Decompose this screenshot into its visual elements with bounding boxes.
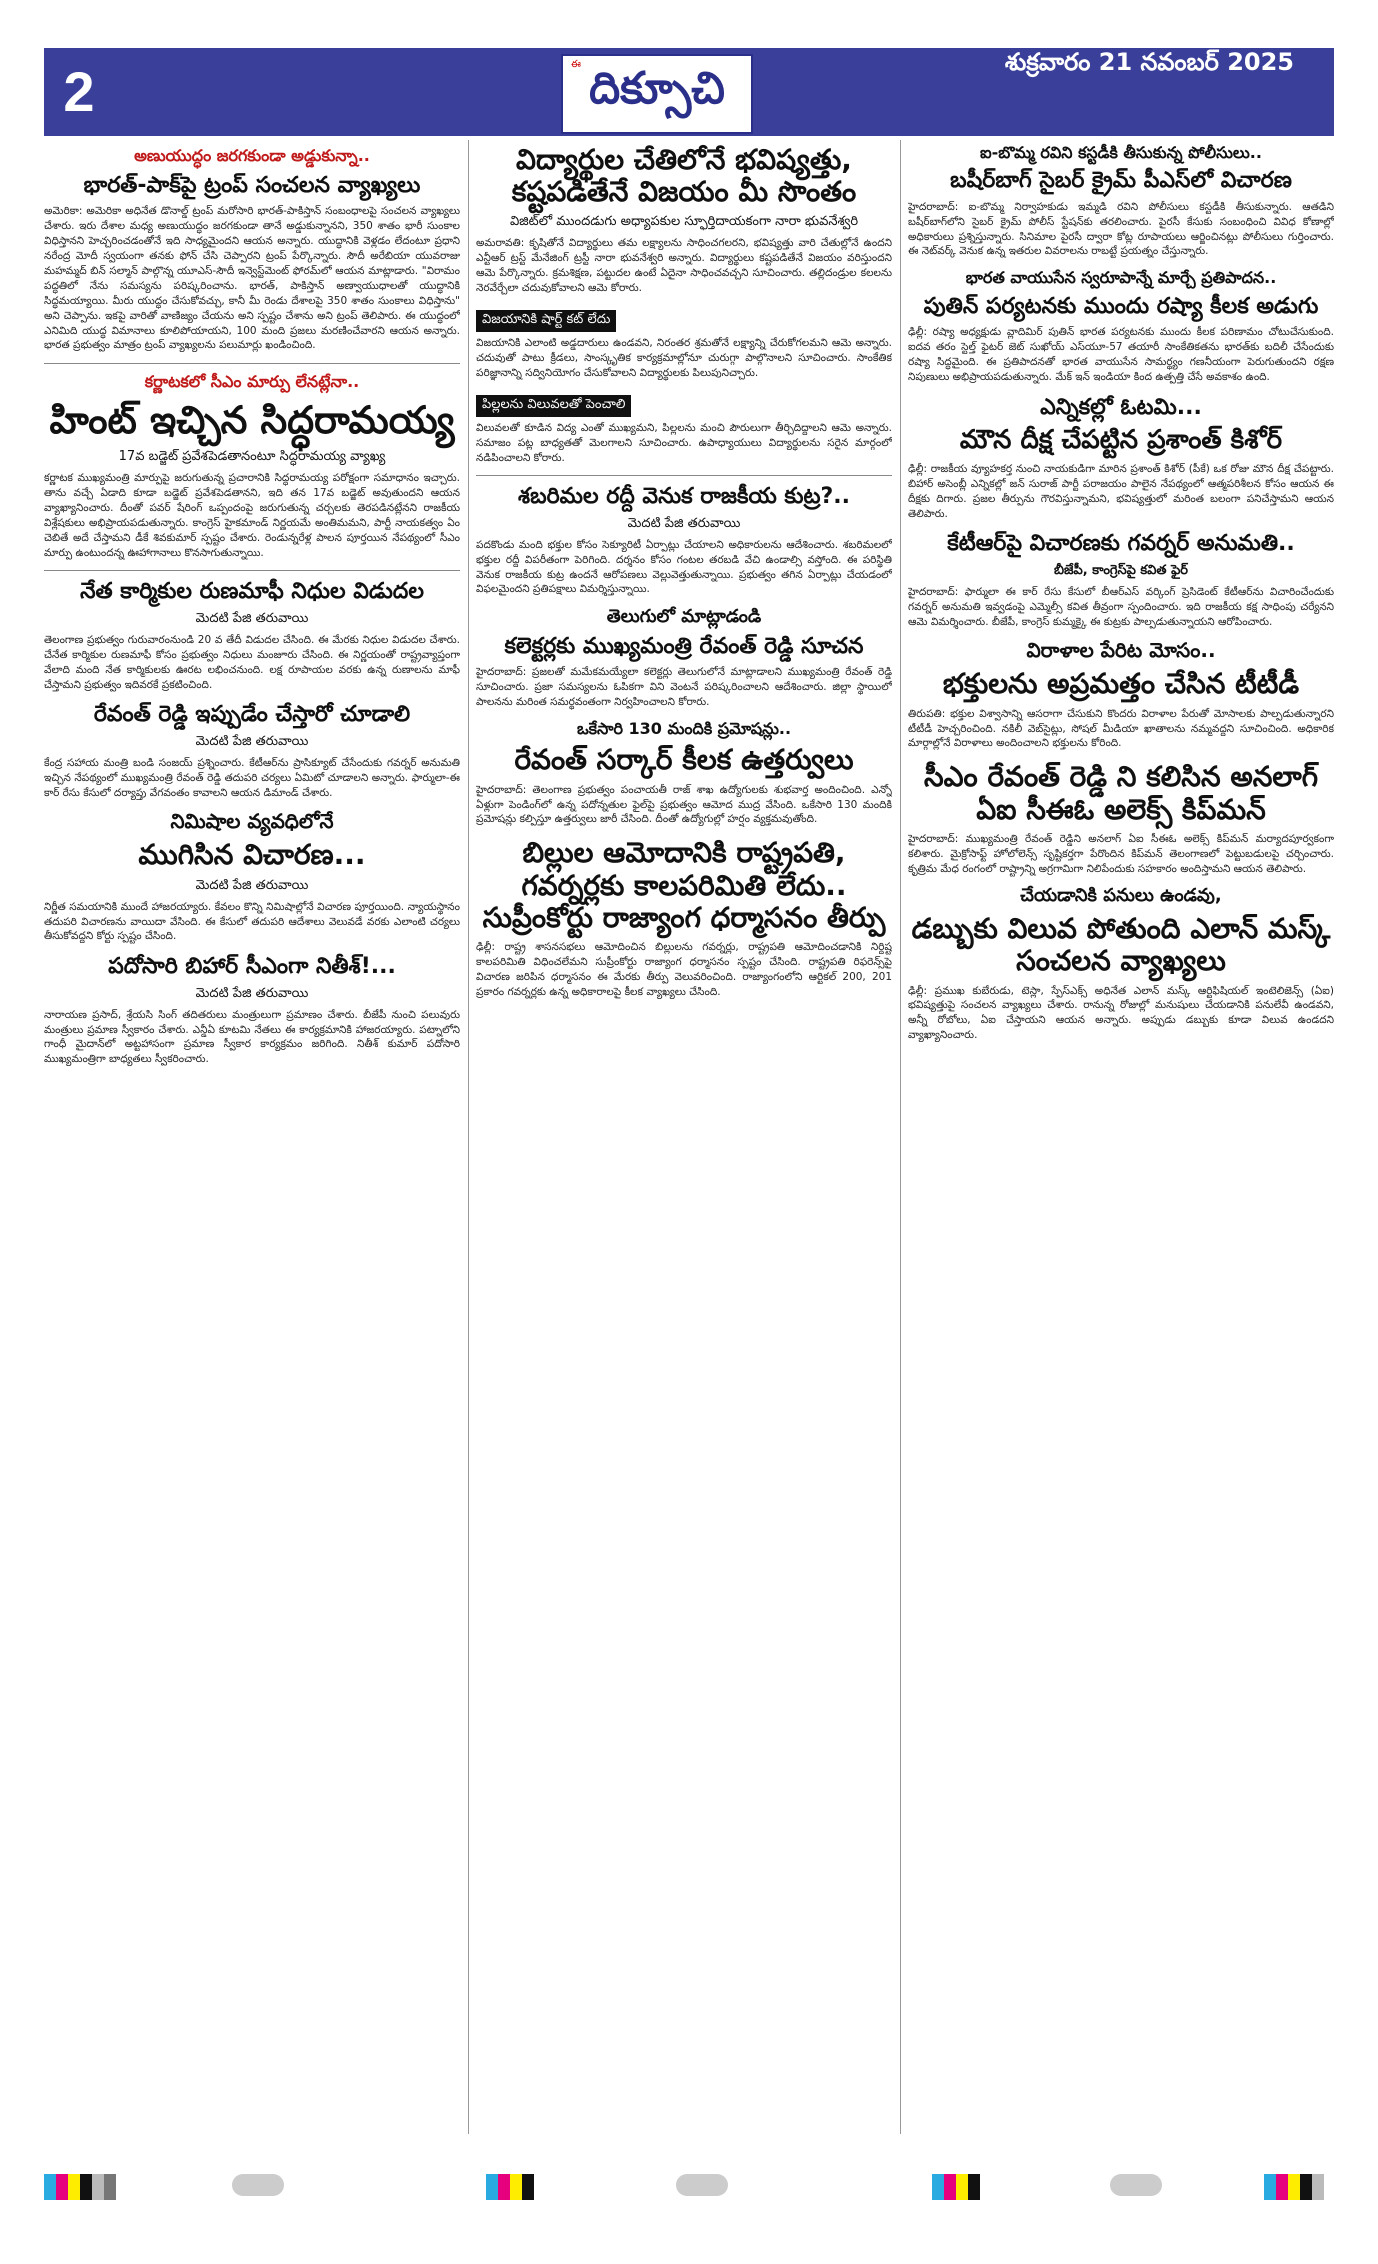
article-byline: మెదటి పేజి తరువాయి xyxy=(195,610,309,626)
article-headline: శబరిమల రద్దీ వెనుక రాజకీయ కుట్ర?.. xyxy=(518,484,850,510)
registration-mark xyxy=(232,2174,284,2196)
article-body: పదకొండు మంది భక్తుల కోసం సెక్యూరిటీ ఏర్పాట్లు చేయాలని అధికారులను ఆదేశించారు. శబరిమలలో భక్తుల రద్దీ విపరీతంగా పెరిగింది. దర్శనం కోసం గంటల తరబడి వేచి ఉండాల్సి వస్తోంది. ఈ పరిస్థితి వెనుక రాజకీయ కుట్ర ఉందనే ఆరోపణలు వెల్లువెత్తుతున్నాయి. ప్రభుత్వం తగిన ఏర్పాట్లు చేయడంలో విఫలమైందని ప్రతిపక్షాలు విమర్శిస్తున్నాయి. xyxy=(476,538,892,596)
article-kicker: చేయడానికి పనులు ఉండవు, xyxy=(1020,885,1222,907)
logo-text: దిక్సూచి xyxy=(589,63,725,114)
article-revanth xyxy=(44,702,460,800)
divider xyxy=(476,475,892,476)
article-byline: మెదటి పేజి తరువాయి xyxy=(195,985,309,1001)
article-headline: పదోసారి బిహార్ సీఎంగా నితీశ్!... xyxy=(108,954,396,980)
article-byline: మెదటి పేజి తరువాయి xyxy=(195,877,309,893)
print-marks xyxy=(0,2134,1378,2264)
article-collectors xyxy=(476,607,892,710)
divider xyxy=(44,570,460,571)
article-weavers xyxy=(44,579,460,692)
column-divider xyxy=(468,140,469,2134)
column-middle xyxy=(476,140,892,2134)
article-body: ఢిల్లీ: రాష్ట్ర శాసనసభలు ఆమోదించిన బిల్లులను గవర్నర్లు, రాష్ట్రపతి ఆమోదించడానికి నిర్దిష్ట కాలపరిమితి విధించలేమని సుప్రీంకోర్టు రాజ్యాంగ ధర్మాసనం స్పష్టం చేసింది. రాష్ట్రపతి రిఫరెన్స్‌పై విచారణ జరిపిన ధర్మాసనం ఈ మేరకు తీర్పు వెలువరించింది. రాజ్యాంగంలోని ఆర్టికల్ 200, 201 ప్రకారం గవర్నర్లకు ఉన్న అధికారాలపై కీలక వ్యాఖ్యలు చేసింది. xyxy=(476,940,892,998)
article-body: తెలంగాణ ప్రభుత్వం గురువారంనుండి 20 వ తేదీ విడుదల చేసింది. ఈ మేరకు నిధుల విడుదల చేశారు. చేనేత కార్మికుల రుణమాఫీ కోసం ప్రభుత్వం నిధులు మంజూరు చేసింది. ఈ నిర్ణయంతో రాష్ట్రవ్యాప్తంగా వేలాది మంది నేత కార్మికులకు ఊరట లభించనుంది. లక్ష రూపాయల వరకు ఉన్న రుణాలను మాఫీ చేస్తామని ప్రభుత్వం ఇదివరకే ప్రకటించింది. xyxy=(44,633,460,691)
article-body: హైదరాబాద్: ఫార్ములా ఈ కార్ రేసు కేసులో బీఆర్ఎస్ వర్కింగ్ ప్రెసిడెంట్ కేటీఆర్‌ను విచారించేందుకు గవర్నర్ అనుమతి ఇవ్వడంపై ఎమ్మెల్సీ కవిత తీవ్రంగా స్పందించారు. ఇది రాజకీయ కక్ష సాధింపు చర్యేనని ఆమె విమర్శించారు. బీజేపీ, కాంగ్రెస్ కుమ్మక్కై ఈ కుట్రకు పాల్పడుతున్నాయని ఆరోపించారు. xyxy=(908,585,1334,628)
article-headline: డబ్బుకు విలువ పోతుంది ఎలాన్ మస్క్ సంచలన వ్యాఖ్యలు xyxy=(911,912,1331,978)
color-bar xyxy=(932,2174,980,2200)
article-supreme-court xyxy=(476,837,892,999)
column-divider xyxy=(900,140,901,2134)
article-kicker: భారత వాయుసేన స్వరూపాన్నే మార్చే ప్రతిపాదన.. xyxy=(965,268,1277,288)
article-headline: హింట్ ఇచ్చిన సిద్ధరామయ్య xyxy=(49,398,455,443)
article-headline: రేవంత్ సర్కార్ కీలక ఉత్తర్వులు xyxy=(514,743,854,777)
article-trump xyxy=(44,146,460,353)
article-body: ఢిల్లీ: రష్యా అధ్యక్షుడు వ్లాదిమిర్ పుతిన్ భారత పర్యటనకు ముందు కీలక పరిణామం చోటుచేసుకుంది. ఐదవ తరం స్టెల్త్ ఫైటర్ జెట్ సుఖోయ్ ఎస్‌యూ-57 తయారీ సాంకేతికతను భారత్‌కు బదిలీ చేసేందుకు రష్యా సిద్ధమైంది. ఈ ప్రతిపాదనతో భారత వాయుసేన సామర్థ్యం గణనీయంగా పెరుగుతుందని రక్షణ నిపుణులు అభిప్రాయపడుతున్నారు. మేక్ ఇన్ ఇండియా కింద ఉత్పత్తి చేసే అవకాశం ఉంది. xyxy=(908,326,1334,383)
column-right xyxy=(908,140,1334,2134)
article-body: ఢిల్లీ: ప్రముఖ కుబేరుడు, టెస్లా, స్పేస్ఎక్స్ అధినేత ఎలాన్ మస్క్ ఆర్టిఫిషియల్ ఇంటెలిజెన్స్ (ఏఐ) భవిష్యత్తుపై సంచలన వ్యాఖ్యలు చేశారు. రానున్న రోజుల్లో మనుషులు చేయడానికి పనులేవీ ఉండవని, అన్నీ రోబోలు, ఏఐ చేస్తాయని ఆయన అన్నారు. అప్పుడు డబ్బుకు కూడా విలువ ఉండదని వ్యాఖ్యానించారు. xyxy=(908,984,1334,1042)
color-bar xyxy=(1264,2174,1324,2200)
article-headline: బిల్లుల ఆమోదానికి రాష్ట్రపతి, గవర్నర్లకు కాలపరిమితి లేదు.. సుప్రీంకోర్టు రాజ్యాంగ ధర్మాసనం తీర్పు xyxy=(482,836,886,934)
article-subhead: విజిట్‌లో ముందడుగు అధ్యాపకుల స్ఫూర్తిదాయకంగా నారా భువనేశ్వరి xyxy=(509,214,859,230)
masthead xyxy=(44,48,1334,136)
registration-mark xyxy=(676,2174,728,2196)
page-number: 2 xyxy=(63,60,95,123)
article-sabarimala xyxy=(476,484,892,597)
article-body: అమెరికా: అమెరికా అధినేత డొనాల్డ్ ట్రంప్ మరోసారి భారత్-పాకిస్తాన్ సంబంధాలపై సంచలన వ్యాఖ్యలు చేశారు. ఇరు దేశాల మధ్య అణుయుద్ధం జరగకుండా తానే అడ్డుకున్నానని, 350 శాతం భారీ సుంకాల విధిస్తానని హెచ్చరించడంతోనే ఇది సాధ్యమైందని ఆయన అన్నారు. యుద్ధానికి వెళ్లడం లేదంటూ ప్రధాని నరేంద్ర మోదీ స్వయంగా తనకు ఫోన్ చేసి చెప్పారని ట్రంప్ పేర్కొన్నారు. సౌదీ అరేబియా యువరాజు మహమ్మద్ బిన్ సల్మాన్ పాల్గొన్న యూఎస్-సౌదీ ఇన్వెస్ట్‌మెంట్ ఫోరమ్‌లో ఆయన మాట్లాడారు. "విరామం పద్ధతిలో నేను సమస్యను పరిష్కరించాను. భారత్, పాకిస్తాన్ అణ్వాయుధాలతో యుద్ధానికి సిద్ధమయ్యాయి. మీరు యుద్ధం చేసుకోవచ్చు, కానీ మీ రెండు దేశాలపై 350 శాతం సుంకాలు విధిస్తాను" అని చెప్పాను. ఇకపై వారితో వాణిజ్యం చేయను అని స్పష్టం చేశాను అని ట్రంప్ తెలిపారు. ఈ యుద్ధంలో ఎనిమిది యుద్ధ విమానాలు కూలిపోయాయని, 100 మంది ప్రజలు మరణించేవారని ఆయన అన్నారు. భారత ప్రభుత్వం మాత్రం ట్రంప్ వ్యాఖ్యలను పలుమార్లు ఖండించింది. xyxy=(44,205,460,352)
article-subhead: 17వ బడ్జెట్ ప్రవేశపెడతానంటూ సిద్ధరామయ్య వ్యాఖ్య xyxy=(118,449,386,465)
article-headline: ముగిసిన విచారణ... xyxy=(138,838,366,872)
article-hearing xyxy=(44,810,460,944)
article-promotions xyxy=(476,720,892,827)
article-headline: రేవంత్ రెడ్డి ఇప్పుడేం చేస్తారో చూడాలి xyxy=(93,702,411,728)
article-body: విజయానికి ఎలాంటి అడ్డదారులు ఉండవని, నిరంతర శ్రమతోనే లక్ష్యాన్ని చేరుకోగలమని ఆమె అన్నారు. చదువుతో పాటు క్రీడలు, సాంస్కృతిక కార్యక్రమాల్లోనూ చురుగ్గా పాల్గొనాలని సూచించారు. సాంకేతిక పరిజ్ఞానాన్ని సద్వినియోగం చేసుకోవాలని విద్యార్థులకు పిలుపునిచ్చారు. xyxy=(476,337,892,379)
article-kicker: అణుయుద్ధం జరగకుండా అడ్డుకున్నా.. xyxy=(134,146,370,165)
column-left xyxy=(44,140,460,2134)
article-body: హైదరాబాద్: ప్రజలతో మమేకమయ్యేలా కలెక్టర్లు తెలుగులోనే మాట్లాడాలని ముఖ్యమంత్రి రేవంత్ రెడ్డి సూచించారు. ప్రజా సమస్యలను ఓపికగా విని వెంటనే పరిష్కరించాలని ఆదేశించారు. జిల్లా స్థాయిలో పాలనను మరింత సమర్థవంతంగా నిర్వహించాలని కోరారు. xyxy=(476,666,892,709)
article-kipman xyxy=(908,761,1334,876)
article-kicker: తెలుగులో మాట్లాడండి xyxy=(606,606,762,628)
article-kicker: ఐ-బొమ్మ రవిని కస్టడీకి తీసుకున్న పోలీసులు.. xyxy=(980,143,1262,162)
article-ibomma xyxy=(908,144,1334,259)
article-musk xyxy=(908,886,1334,1043)
article-byline: మెదటి పేజి తరువాయి xyxy=(195,733,309,749)
article-body: హైదరాబాద్: ముఖ్యమంత్రి రేవంత్ రెడ్డిని అనలాగ్ ఏఐ సీఈఓ అలెక్స్ కిప్‌మన్ మర్యాదపూర్వకంగా కలిశారు. మైక్రోసాఫ్ట్ హోలోలెన్స్ సృష్టికర్తగా పేరొందిన కిప్‌మన్ తెలంగాణలో పెట్టుబడులపై చర్చించారు. కృత్రిమ మేధ రంగంలో రాష్ట్రాన్ని అగ్రగామిగా నిలిపేందుకు సహకారం అందిస్తామని ఆయన తెలిపారు. xyxy=(908,832,1334,875)
article-ttd xyxy=(908,639,1334,751)
article-headline: పుతిన్ పర్యటనకు ముందు రష్యా కీలక అడుగు xyxy=(923,293,1319,319)
article-headline: సీఎం రేవంత్ రెడ్డి ని కలిసిన అనలాగ్ ఏఐ సీఈఓ అలెక్స్ కిప్‌మన్ xyxy=(923,760,1319,826)
section-subhead: విజయానికి షార్ట్ కట్ లేదు xyxy=(476,310,616,332)
article-body: విలువలతో కూడిన విద్య ఎంతో ముఖ్యమని, పిల్లలను మంచి పౌరులుగా తీర్చిదిద్దాలని ఆమె అన్నారు. సమాజం పట్ల బాధ్యతతో మెలగాలని సూచించారు. ఉపాధ్యాయులు విద్యార్థులను సరైన మార్గంలో నడిపించాలని కోరారు. xyxy=(476,421,892,464)
article-ktr xyxy=(908,531,1334,629)
color-bar xyxy=(486,2174,534,2200)
article-body: కేంద్ర సహాయ మంత్రి బండి సంజయ్ ప్రశ్నించారు. కేటీఆర్‌ను ప్రాసిక్యూట్ చేసేందుకు గవర్నర్ అనుమతి ఇచ్చిన నేపథ్యంలో ముఖ్యమంత్రి రేవంత్ రెడ్డి తదుపరి చర్యలు ఏమిటో చూడాలని అన్నారు. ఫార్ములా-ఈ కార్ రేసు కేసులో దర్యాప్తు వేగవంతం కావాలని ఆయన డిమాండ్ చేశారు. xyxy=(44,756,460,799)
issue-date: శుక్రవారం 21 నవంబర్ 2025 xyxy=(1004,48,1294,76)
registration-mark xyxy=(1110,2174,1162,2196)
newspaper-logo xyxy=(561,54,753,134)
article-kicker: కర్ణాటకలో సీఎం మార్పు లేనట్లేనా.. xyxy=(144,372,360,392)
article-prashant-kishor xyxy=(908,395,1334,522)
article-headline: మౌన దీక్ష చేపట్టిన ప్రశాంత్ కిశోర్ xyxy=(959,424,1283,455)
article-nitish xyxy=(44,954,460,1067)
article-body: నారాయణ ప్రసాద్, శ్రేయసి సింగ్ తదితరులు మంత్రులుగా ప్రమాణం చేశారు. బీజేపీ నుంచి పలువురు మంత్రులు ప్రమాణ స్వీకారం చేశారు. ఎన్డీఏ కూటమి నేతలు ఈ కార్యక్రమానికి హాజరయ్యారు. పట్నాలోని గాంధీ మైదాన్‌లో అట్టహాసంగా ప్రమాణ స్వీకార కార్యక్రమం జరిగింది. నితీశ్ కుమార్ పదోసారి ముఖ్యమంత్రిగా బాధ్యతలు స్వీకరించారు. xyxy=(44,1008,460,1066)
article-byline: మెదటి పేజి తరువాయి xyxy=(627,515,741,531)
article-headline: కేటీఆర్‌పై విచారణకు గవర్నర్ అనుమతి.. xyxy=(947,531,1295,557)
color-bar xyxy=(44,2174,116,2200)
article-body: అమరావతి: కృషితోనే విద్యార్థులు తమ లక్ష్యాలను సాధించగలరని, భవిష్యత్తు వారి చేతుల్లోనే ఉందని ఎన్టీఆర్ ట్రస్ట్ మేనేజింగ్ ట్రస్టీ నారా భువనేశ్వరి అన్నారు. విద్యార్థులు కష్టపడితేనే విజయం వరిస్తుందని ఆమె పేర్కొన్నారు. క్రమశిక్షణ, పట్టుదల ఉంటే ఏదైనా సాధించవచ్చని సూచించారు. తల్లిదండ్రుల కలలను నెరవేర్చేలా చదువుకోవాలని ఆమె కోరారు. xyxy=(476,237,892,295)
article-headline: విద్యార్థుల చేతిలోనే భవిష్యత్తు, కష్టపడితేనే విజయం మీ సొంతం xyxy=(511,143,857,209)
article-body: హైదరాబాద్: ఐ-బొమ్మ నిర్వాహకుడు ఇమ్మడి రవిని పోలీసులు కస్టడీకి తీసుకున్నారు. ఆతడిని బషీర్‌బాగ్‌లోని సైబర్ క్రైమ్ పోలీస్ స్టేషన్‌కు తరలించారు. పైరసీ కేసుకు సంబంధించి వివిధ కోణాల్లో అధికారులు ప్రశ్నిస్తున్నారు. సినిమాల పైరసీ ద్వారా కోట్ల రూపాయలు ఆర్జించినట్లు పోలీసులు గుర్తించారు. ఈ నెట్‌వర్క్ వెనుక ఉన్న ఇతరుల వివరాలను రాబట్టే ప్రయత్నం చేస్తున్నారు. xyxy=(908,200,1334,258)
article-siddaramaiah xyxy=(44,372,460,560)
article-putin xyxy=(908,269,1334,384)
article-headline: బషీర్‌బాగ్ సైబర్ క్రైమ్ పీఎస్‌లో విచారణ xyxy=(950,168,1292,194)
article-body: కర్ణాటక ముఖ్యమంత్రి మార్పుపై జరుగుతున్న ప్రచారానికి సిద్ధరామయ్య పరోక్షంగా సమాధానం ఇచ్చారు. తాను వచ్చే ఏడాది కూడా బడ్జెట్ ప్రవేశపెడతానని, ఇది తన 17వ బడ్జెట్ అవుతుందని ఆయన వ్యాఖ్యానించారు. దీంతో పవర్ షేరింగ్ ఒప్పందంపై జరుగుతున్న చర్చలకు తెరపడినట్లేనని రాజకీయ విశ్లేషకులు అభిప్రాయపడుతున్నారు. కాంగ్రెస్ హైకమాండ్ నిర్ణయమే అంతిమమని, పార్టీ నాయకత్వం ఏం చెబితే అదే చేస్తామని డీకే శివకుమార్ స్పష్టం చేశారు. రెండున్నరేళ్ల పాలన పూర్తయిన నేపథ్యంలో సీఎం మార్పు ఉంటుందన్న ఊహాగానాలు కొనసాగుతున్నాయి. xyxy=(44,472,460,559)
section-subhead: పిల్లలను విలువలతో పెంచాలి xyxy=(476,395,631,417)
article-headline: నేత కార్మికుల రుణమాఫీ నిధుల విడుదల xyxy=(80,579,424,605)
article-headline: భక్తులను అప్రమత్తం చేసిన టీటీడీ xyxy=(942,667,1300,701)
article-headline: కలెక్టర్లకు ముఖ్యమంత్రి రేవంత్ రెడ్డి సూచన xyxy=(504,634,864,660)
article-body: హైదరాబాద్: తెలంగాణ ప్రభుత్వం పంచాయతీ రాజ్ శాఖ ఉద్యోగులకు శుభవార్త అందించింది. ఎన్నో ఏళ్లుగా పెండింగ్‌లో ఉన్న పదోన్నతుల ఫైల్‌పై ప్రభుత్వం ఆమోద ముద్ర వేసింది. ఒకేసారి 130 మందికి ప్రమోషన్లు కల్పిస్తూ ఉత్తర్వులు జారీ చేసింది. దీంతో ఉద్యోగుల్లో హర్షం వ్యక్తమవుతోంది. xyxy=(476,783,892,826)
article-kicker: ఒకేసారి 130 మందికి ప్రమోషన్లు.. xyxy=(576,719,792,739)
article-subhead: బీజేపీ, కాంగ్రెస్‌పై కవిత ఫైర్ xyxy=(1053,562,1189,578)
article-body: తిరుపతి: భక్తుల విశ్వాసాన్ని ఆసరాగా చేసుకుని కొందరు విరాళాల పేరుతో మోసాలకు పాల్పడుతున్నారని టీటీడీ హెచ్చరించింది. నకిలీ వెబ్‌సైట్లు, సోషల్ మీడియా ఖాతాలను నమ్మవద్దని సూచించింది. అధికారిక మార్గాల్లోనే విరాళాలు అందించాలని భక్తులను కోరింది. xyxy=(908,707,1334,750)
logo-tag: ఈ xyxy=(571,59,581,70)
article-headline: భారత్-పాక్‌పై ట్రంప్ సంచలన వ్యాఖ్యలు xyxy=(83,173,421,198)
divider xyxy=(44,363,460,364)
article-kicker: ఎన్నికల్లో ఓటమి... xyxy=(1040,394,1202,420)
article-kicker: నిమిషాల వ్యవధిలోనే xyxy=(170,809,334,834)
article-kicker: విరాళాల పేరిట మోసం.. xyxy=(1026,638,1216,663)
article-bhuvaneswari xyxy=(476,144,892,465)
article-body: ఢిల్లీ: రాజకీయ వ్యూహకర్త నుంచి నాయకుడిగా మారిన ప్రశాంత్ కిశోర్ (పీకే) ఒక రోజు మౌన దీక్ష చేపట్టారు. బిహార్ అసెంబ్లీ ఎన్నికల్లో జన్ సురాజ్ పార్టీ పరాజయం పాలైన నేపథ్యంలో ఆత్మపరిశీలన కోసం ఆయన ఈ దీక్షకు దిగారు. ప్రజల తీర్పును గౌరవిస్తున్నామని, భవిష్యత్తులో మరింత బలంగా పనిచేస్తామని ఆయన తెలిపారు. xyxy=(908,462,1334,520)
article-body: నిర్ణీత సమయానికి ముందే హాజరయ్యారు. కేవలం కొన్ని నిమిషాల్లోనే విచారణ పూర్తయింది. న్యాయస్థానం తదుపరి విచారణను వాయిదా వేసింది. ఈ కేసులో తదుపరి ఆదేశాలు వెలువడే వరకు ఎలాంటి చర్యలు తీసుకోవద్దని కోర్టు స్పష్టం చేసింది. xyxy=(44,900,460,943)
